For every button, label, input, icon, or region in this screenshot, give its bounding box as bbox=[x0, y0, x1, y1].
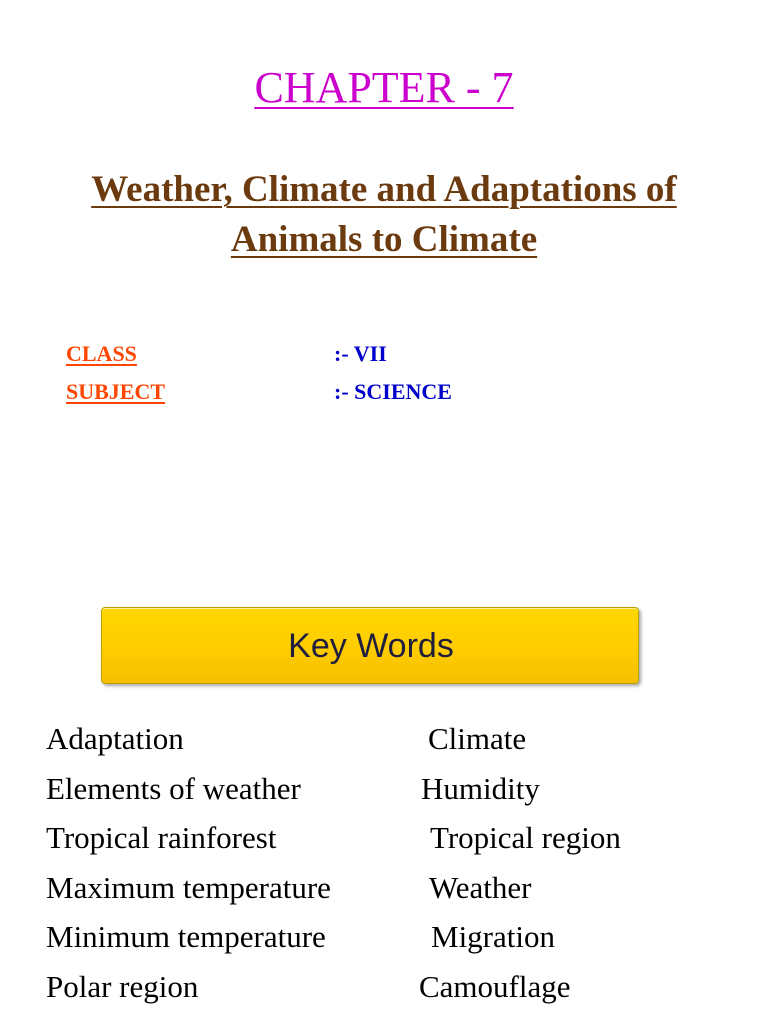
keyword-row bbox=[0, 714, 768, 764]
chapter-title-line-2: Animals to Climate bbox=[230, 219, 538, 260]
keyword-row bbox=[0, 962, 768, 1012]
keyword-left: Elements of weather bbox=[46, 770, 301, 806]
keyword-right: Weather bbox=[429, 869, 532, 905]
subject-label: SUBJECT bbox=[66, 379, 166, 404]
subject-value: :- SCIENCE bbox=[334, 379, 452, 404]
chapter-heading: CHAPTER - 7 bbox=[254, 63, 514, 112]
keyword-right: Tropical region bbox=[430, 820, 621, 856]
keyword-list bbox=[0, 714, 768, 1012]
keyword-right: Humidity bbox=[421, 770, 540, 806]
keyword-left: Minimum temperature bbox=[46, 919, 326, 955]
keyword-right: Camouflage bbox=[419, 968, 571, 1004]
class-label: CLASS bbox=[66, 341, 137, 366]
chapter-title-line-1: Weather, Climate and Adaptations of bbox=[91, 169, 677, 210]
class-value: :- VII bbox=[334, 341, 387, 366]
keyword-left: Adaptation bbox=[46, 721, 184, 756]
keyword-left: Maximum temperature bbox=[46, 869, 331, 905]
keyword-row bbox=[0, 764, 768, 814]
keyword-row bbox=[0, 813, 768, 863]
keyword-left: Tropical rainforest bbox=[46, 820, 277, 856]
chapter-title bbox=[20, 165, 748, 265]
keyword-row bbox=[0, 912, 768, 962]
keyword-row bbox=[0, 863, 768, 913]
key-words-heading: Key Words bbox=[288, 627, 454, 665]
keyword-right: Climate bbox=[428, 721, 527, 756]
key-words-banner bbox=[101, 607, 639, 684]
keyword-right: Migration bbox=[431, 919, 555, 955]
keyword-left: Polar region bbox=[46, 968, 199, 1004]
